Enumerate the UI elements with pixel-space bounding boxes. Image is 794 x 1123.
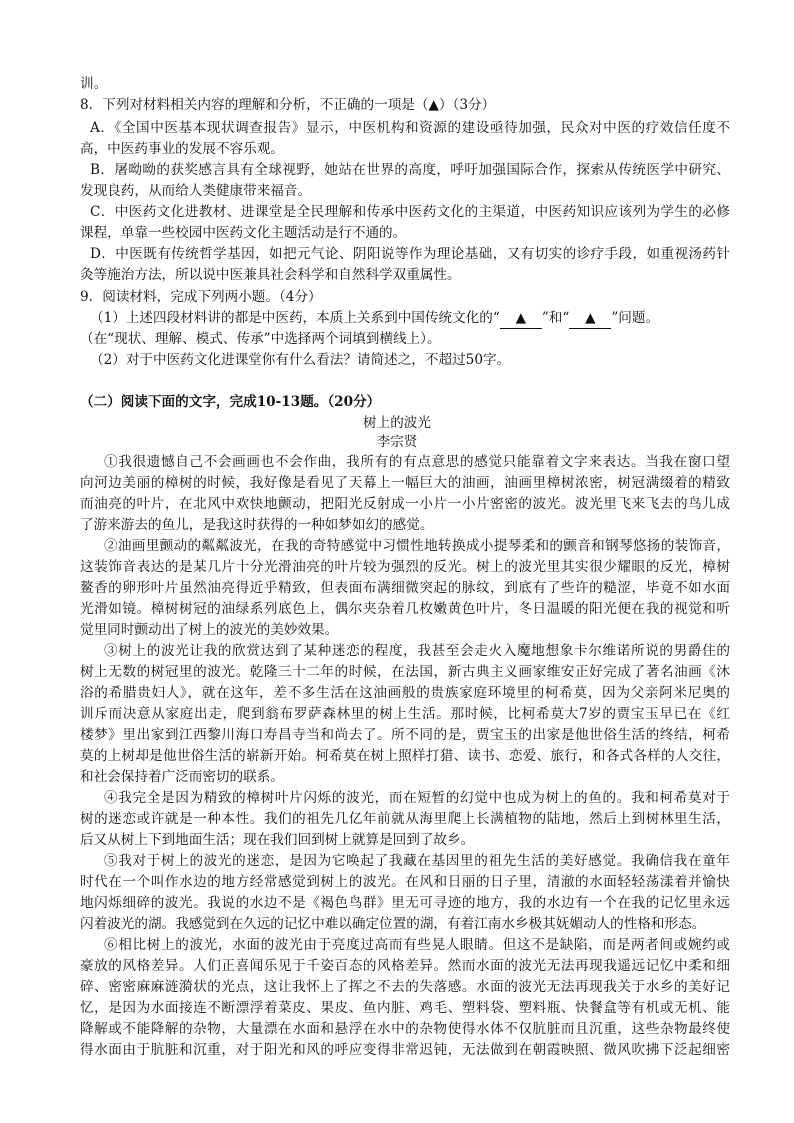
option-c: C．中医药文化进教材、进课堂是全民理解和传承中医药文化的主渠道，中医药知识应该列为学生的必修: [90, 204, 730, 220]
option-a: A．《全国中医基本现状调查报告》显示，中医机构和资源的建设亟待加强，民众对中医的疗效信任度不: [90, 120, 730, 136]
paragraph-4: ④我完全是因为精致的樟树叶片闪烁的波光，而在短暂的幻觉中也成为树上的鱼的。我和柯希莫对于: [104, 790, 730, 806]
paragraph-6-line: 碎、密密麻麻涟漪状的光点，这让我怀上了挥之不去的失落感。水面的波光无法再现我关于水乡的美好记: [80, 979, 730, 995]
part1-text-c: ”问题。: [611, 310, 660, 326]
paragraph-2-line: 光滑如镜。樟树树冠的油绿系列底色上，偶尔夹杂着几枚嫩黄色叶片，冬日温暖的阳光便在我的视觉和听: [80, 601, 730, 617]
paragraph-2-line: 鳌香的卵形叶片虽然油亮得近乎精致，但表面布满细微突起的脉纹，到底有了些许的糙涩，毕竟不如水面: [80, 580, 730, 596]
paragraph-4-line: 树的迷恋或许就是一种本性。我们的祖先几亿年前就从海里爬上长满植物的陆地，然后上到树林里生活，: [80, 811, 730, 827]
question-9-part1: [90, 308, 740, 329]
part1-text-m: ”和“: [541, 310, 570, 326]
paragraph-3-line: 训斥而决意从家庭出走，爬到翁布罗萨森林里的树上生活。那时候，比柯希莫大7岁的贾宝玉早已在《红: [80, 706, 730, 722]
paragraph-5-line: 闪着波光的湖。我感觉到在久远的记忆中难以确定位置的湖，有着江南水乡极其妩媚动人的性格和形态。: [80, 916, 706, 932]
part1-text-a: （1）上述四段材料讲的都是中医药，本质上关系到中国传统文化的“: [90, 310, 500, 326]
paragraph-5-line: 时代在一个叫作水边的地方经常感觉到树上的波光。在风和日丽的日子里，清澈的水面轻轻荡漾着并愉快: [80, 874, 730, 890]
answer-blank-1[interactable]: ▲: [500, 308, 542, 329]
question-9-part2: （2）对于中医药文化进课堂你有什么看法？请简述之，不超过50字。: [90, 352, 511, 368]
paragraph-6-line: 忆，是因为水面接连不断漂浮着菜皮、果皮、鱼内脏、鸡毛、塑料袋、塑料瓶、快餐盒等有机或无机、能: [80, 1000, 730, 1016]
article-title: 树上的波光: [363, 415, 431, 431]
paragraph-3-line: 和社会保持着广泛而密切的联系。: [80, 769, 284, 785]
paragraph-1: ①我很遗憾自己不会画画也不会作曲，我所有的有点意思的感觉只能靠着文字来表达。当我在窗口望: [104, 454, 730, 470]
paragraph-2: ②油画里颤动的粼粼波光，在我的奇特感觉中习惯性地转换成小提琴柔和的颤音和钢琴悠扬的装饰音，: [104, 538, 730, 554]
paragraph-5: ⑤我对于树上的波光的迷恋，是因为它唤起了我藏在基因里的祖先生活的美好感觉。我确信我在童年: [104, 853, 730, 869]
option-d: D．中医既有传统哲学基因，如把元气论、阴阳说等作为理论基础，又有切实的诊疗手段，如重视汤药针: [90, 246, 730, 262]
question-9-stem: 9．阅读材料，完成下列两小题。（4分）: [80, 289, 322, 305]
question-9-part1-note: （在“现状、理解、模式、传承”中选择两个词填到横线上）。: [80, 331, 441, 347]
paragraph-3: ③树上的波光让我的欣赏达到了某种迷恋的程度，我甚至会走火入魔地想象卡尔维诺所说的男爵住的: [104, 643, 730, 659]
paragraph-1-line: 而油亮的叶片，在北风中欢快地颤动，把阳光反射成一小片一小片密密的波光。波光里飞来飞去的鸟儿成: [80, 496, 730, 512]
paragraph-6-line: 得水面由于肮脏和沉重，对于阳光和风的呼应变得非常迟钝，无法做到在朝霞映照、微风吹拂下泛起细密: [80, 1042, 730, 1058]
paragraph-3-line: 树上无数的树冠里的波光。乾隆三十二年的时候，在法国，新古典主义画家维安正好完成了著名油画《沐: [80, 664, 730, 680]
paragraph-4-line: 后又从树上下到地面生活；现在我们回到树上就算是回到了故乡。: [80, 832, 475, 848]
answer-blank-2[interactable]: ▲: [569, 308, 611, 329]
paragraph-2-line: 觉里同时颤动出了树上的波光的美妙效果。: [80, 622, 339, 638]
text-line: 训。: [80, 76, 108, 92]
option-c-cont: 课程，单靠一些校园中医药文化主题活动是行不通的。: [80, 225, 407, 241]
paragraph-6-line: 豪放的风格差异。人们正喜闻乐见于千姿百态的风格差异。然而水面的波光无法再现我遥远记忆中柔和细: [80, 958, 730, 974]
paragraph-3-line: 楼梦》里出家到江西黎川海口寿昌寺当和尚去了。所不同的是，贾宝玉的出家是他世俗生活的终结，柯希: [80, 727, 730, 743]
article-author: 李宗贤: [376, 434, 418, 450]
paragraph-1-line: 向河边美丽的樟树的时候，我好像是看见了天幕上一幅巨大的油画，油画里樟树浓密，树冠满缀着的精致: [80, 475, 730, 491]
option-b-cont: 发现良药，从而给人类健康带来福音。: [80, 183, 312, 199]
option-d-cont: 灸等施治方法，所以说中医兼具社会科学和自然科学双重属性。: [80, 267, 461, 283]
paragraph-6: ⑥相比树上的波光，水面的波光由于亮度过高而有些晃人眼睛。但这不是缺陷，而是两者间或婉约或: [104, 937, 730, 953]
paragraph-6-line: 降解或不能降解的杂物，大量漂在水面和悬浮在水中的杂物使得水体不仅肮脏而且沉重，这些杂物最终使: [80, 1021, 730, 1037]
option-a-cont: 高，中医药事业的发展不容乐观。: [80, 141, 284, 157]
paragraph-3-line: 浴的希腊贵妇人》，就在这年，差不多生活在这油画般的贵族家庭环境里的柯希莫，因为父亲阿米尼奥的: [80, 685, 730, 701]
paragraph-2-line: 这装饰音表达的是某几片十分光滑油亮的叶片较为强烈的反光。树上的波光里其实很少耀眼的反光，樟树: [80, 559, 730, 575]
question-8-stem: 8．下列对材料相关内容的理解和分析，不正确的一项是（▲）（3分）: [80, 97, 496, 113]
option-b: B．屠呦呦的获奖感言具有全球视野，她站在世界的高度，呼吁加强国际合作，探索从传统医学中研究、: [90, 162, 730, 178]
paragraph-1-line: 了游来游去的鱼儿，是我这时获得的一种如梦如幻的感觉。: [80, 517, 434, 533]
section-heading: （二）阅读下面的文字，完成10-13题。（20分）: [80, 394, 381, 410]
paragraph-5-line: 地闪烁细碎的波光。我说的水边不是《褐色鸟群》里无可寻迹的地方，我的水边有一个在我的记忆里永远: [80, 895, 730, 911]
paragraph-3-line: 莫的上树却是他世俗生活的崭新开始。柯希莫在树上照样打猎、读书、恋爱、旅行，和各式各样的人交往，: [80, 748, 730, 764]
